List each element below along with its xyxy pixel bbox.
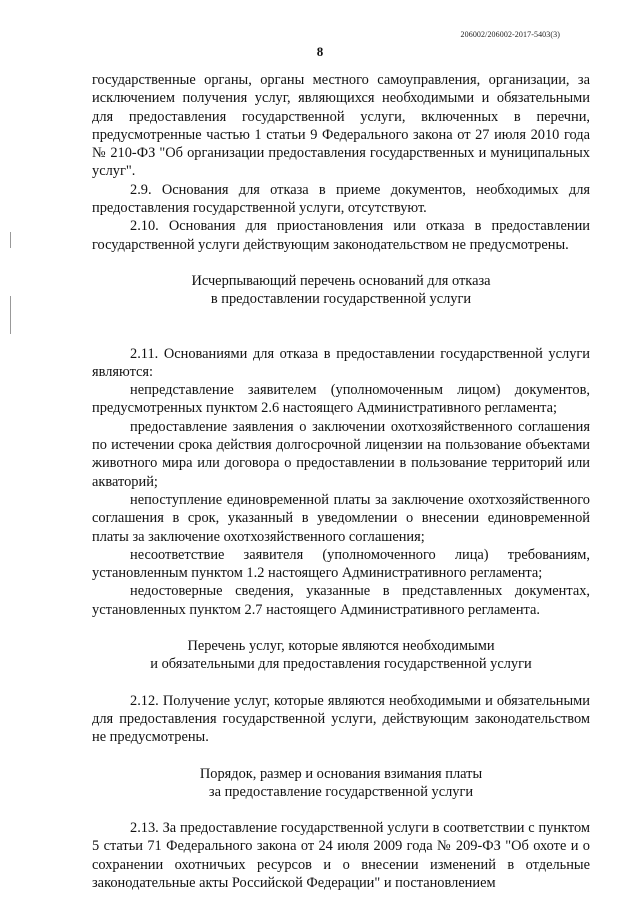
section-heading-refusal-grounds — [92, 272, 590, 309]
list-item-refusal: непредставление заявителем (уполномоченным лицом) документов, предусмотренных пунктом 2.6 настоящего Административного регламента; — [92, 382, 590, 417]
margin-mark-2 — [10, 296, 11, 334]
list-item-refusal: непоступление единовременной платы за заключение охотхозяйственного соглашения в срок, указанный в уведомлении о внесении единовременной платы за заключение охотхозяйственного соглашения; — [92, 491, 590, 545]
heading-line: Исчерпывающий перечень оснований для отказа — [191, 272, 491, 289]
heading-line: и обязательными для предоставления государственной услуги — [150, 656, 532, 673]
paragraph-2-10: 2.10. Основания для приостановления или отказа в предоставлении государственной услуги действующим законодательством не предусмотрены. — [92, 218, 590, 253]
list-item-refusal: несоответствие заявителя (уполномоченного лица) требованиям, установленным пунктом 1.2 настоящего Административного регламента; — [92, 546, 590, 582]
section-heading-fees — [92, 765, 590, 802]
paragraph-2-11: 2.11. Основаниями для отказа в предоставлении государственной услуги являются: — [92, 345, 590, 380]
paragraph-2-13: 2.13. За предоставление государственной услуги в соответствии с пунктом 5 статьи 71 Федерального закона от 24 июля 2009 года № 209-ФЗ "Об охоте и о сохранении охотничьих ресурсов и о внесении изменений в отдельные законодательные акты Российской Федерации" и постановлением — [92, 820, 590, 891]
heading-line: Перечень услуг, которые являются необходимыми — [187, 638, 495, 655]
list-item-refusal: недостоверные сведения, указанные в представленных документах, установленных пунктом 2.7 настоящего Административного регламента. — [92, 583, 590, 618]
page-number: 8 — [316, 44, 324, 59]
paragraph-2-9: 2.9. Основания для отказа в приеме документов, необходимых для предоставления государственной услуги, отсутствуют. — [92, 181, 590, 217]
heading-line: за предоставление государственной услуги — [208, 783, 474, 800]
margin-mark-1 — [10, 232, 11, 248]
paragraph-2-12: 2.12. Получение услуг, которые являются необходимыми и обязательными для предоставления государственной услуги, действующим законодательством не предусмотрены. — [92, 692, 590, 746]
list-item-refusal: предоставление заявления о заключении охотхозяйственного соглашения по истечении срока действия долгосрочной лицензии на пользование объектами животного мира или договора о предоставлении в пользование территорий или акваторий; — [92, 418, 590, 490]
heading-line: Порядок, размер и основания взимания платы — [199, 765, 483, 782]
document-id: 206002/206002-2017-5403(3) — [460, 30, 560, 39]
paragraph-continuation: государственные органы, органы местного самоуправления, организации, за исключением получения услуг, являющихся необходимыми и обязательными для предоставления государственной услуги, включенных в перечни, предусмотренные частью 1 статьи 9 Федерального закона от 27 июля 2010 года № 210-ФЗ "Об организации предоставления государственных и муниципальных услуг". — [92, 72, 590, 180]
section-heading-required-services — [92, 637, 590, 674]
document-body — [92, 71, 590, 892]
heading-line: в предоставлении государственной услуги — [210, 291, 472, 308]
